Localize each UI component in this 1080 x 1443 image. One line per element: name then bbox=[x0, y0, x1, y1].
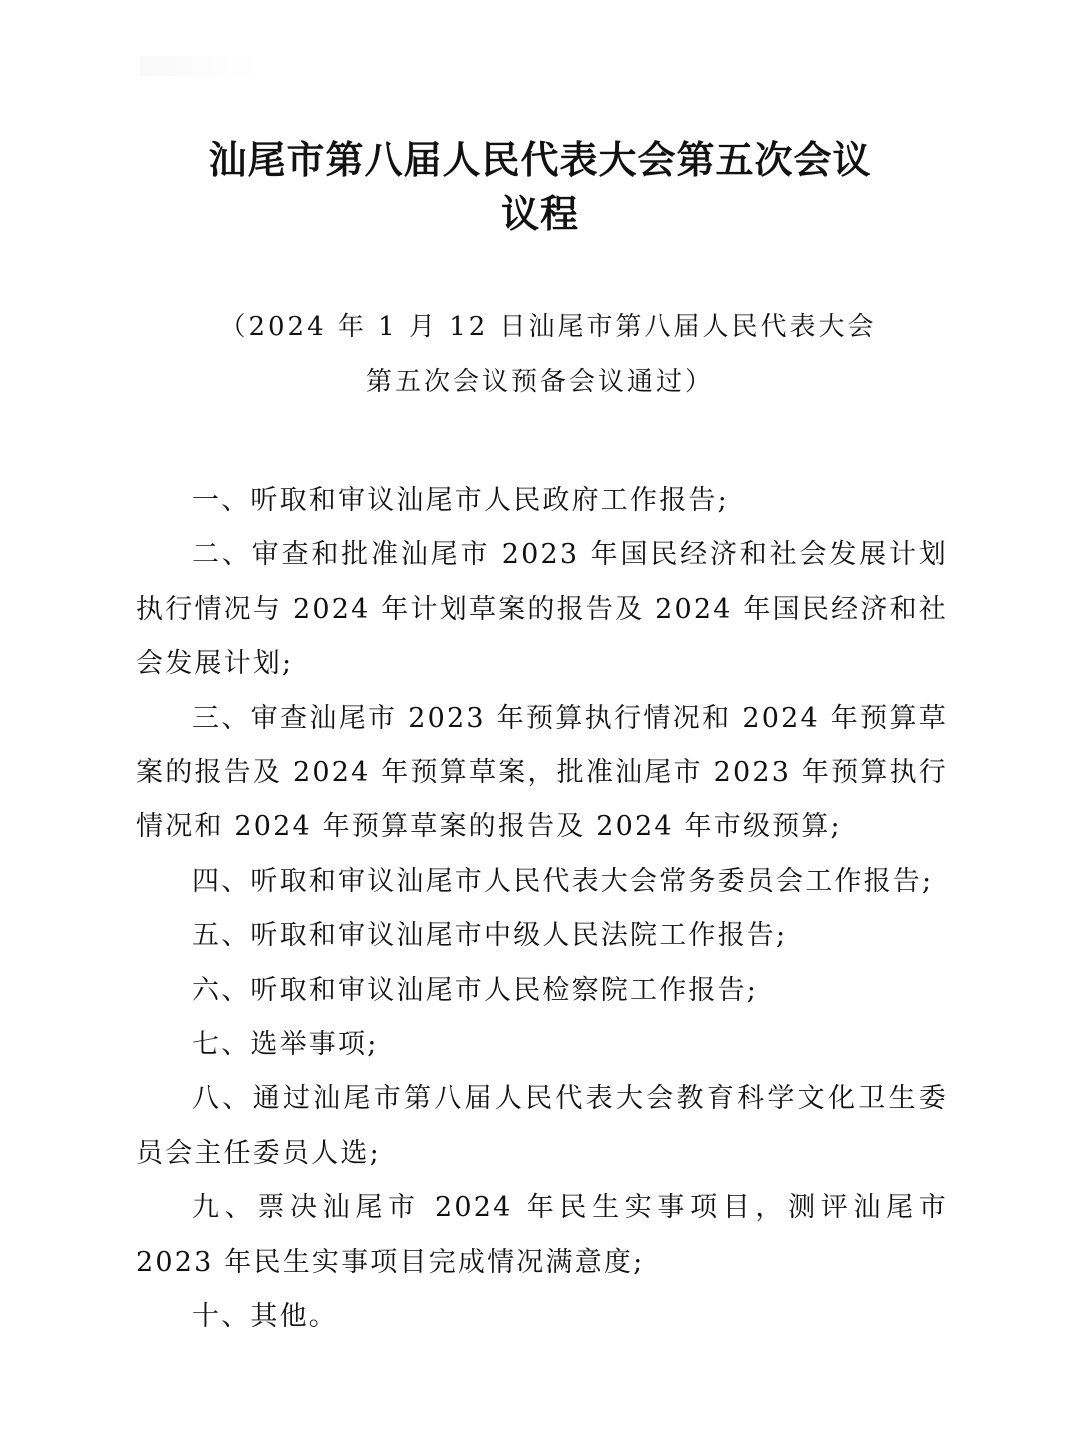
agenda-item-1: 一、听取和审议汕尾市人民政府工作报告; bbox=[192, 485, 729, 516]
agenda-item-4: 四、听取和审议汕尾市人民代表大会常务委员会工作报告; bbox=[192, 865, 934, 897]
document-subtitle-line2: 第五次会议预备会议通过） bbox=[365, 367, 714, 397]
agenda-list bbox=[136, 474, 948, 1345]
agenda-item-6: 六、听取和审议汕尾市人民检察院工作报告; bbox=[192, 974, 759, 1006]
agenda-item-9: 九、票决汕尾市 2024 年民生实事项目，测评汕尾市 2023 年民生实事项目完成情况满意度; bbox=[136, 1192, 948, 1278]
agenda-item-8: 八、通过汕尾市第八届人民代表大会教育科学文化卫生委员会主任委员人选; bbox=[136, 1083, 948, 1169]
document-subtitle-line1: （2024 年 1 月 12 日汕尾市第八届人民代表大会 bbox=[219, 312, 877, 342]
agenda-item-3: 三、审查汕尾市 2023 年预算执行情况和 2024 年预算草案的报告及 2024 年预算草案，批准汕尾市 2023 年预算执行情况和 2024 年预算草案的报告及 2024 年市级预算; bbox=[136, 702, 948, 843]
agenda-item-2: 二、审查和批准汕尾市 2023 年国民经济和社会发展计划执行情况与 2024 年计划草案的报告及 2024 年国民经济和社会发展计划; bbox=[136, 539, 948, 680]
scan-artifact bbox=[140, 56, 260, 76]
document-title-line1: 汕尾市第八届人民代表大会第五次会议 bbox=[208, 137, 872, 182]
agenda-item-7: 七、选举事项; bbox=[192, 1029, 379, 1061]
agenda-item-5: 五、听取和审议汕尾市中级人民法院工作报告; bbox=[192, 920, 788, 952]
document-title-line2: 议程 bbox=[500, 191, 579, 236]
agenda-item-10: 十、其他。 bbox=[192, 1301, 338, 1333]
